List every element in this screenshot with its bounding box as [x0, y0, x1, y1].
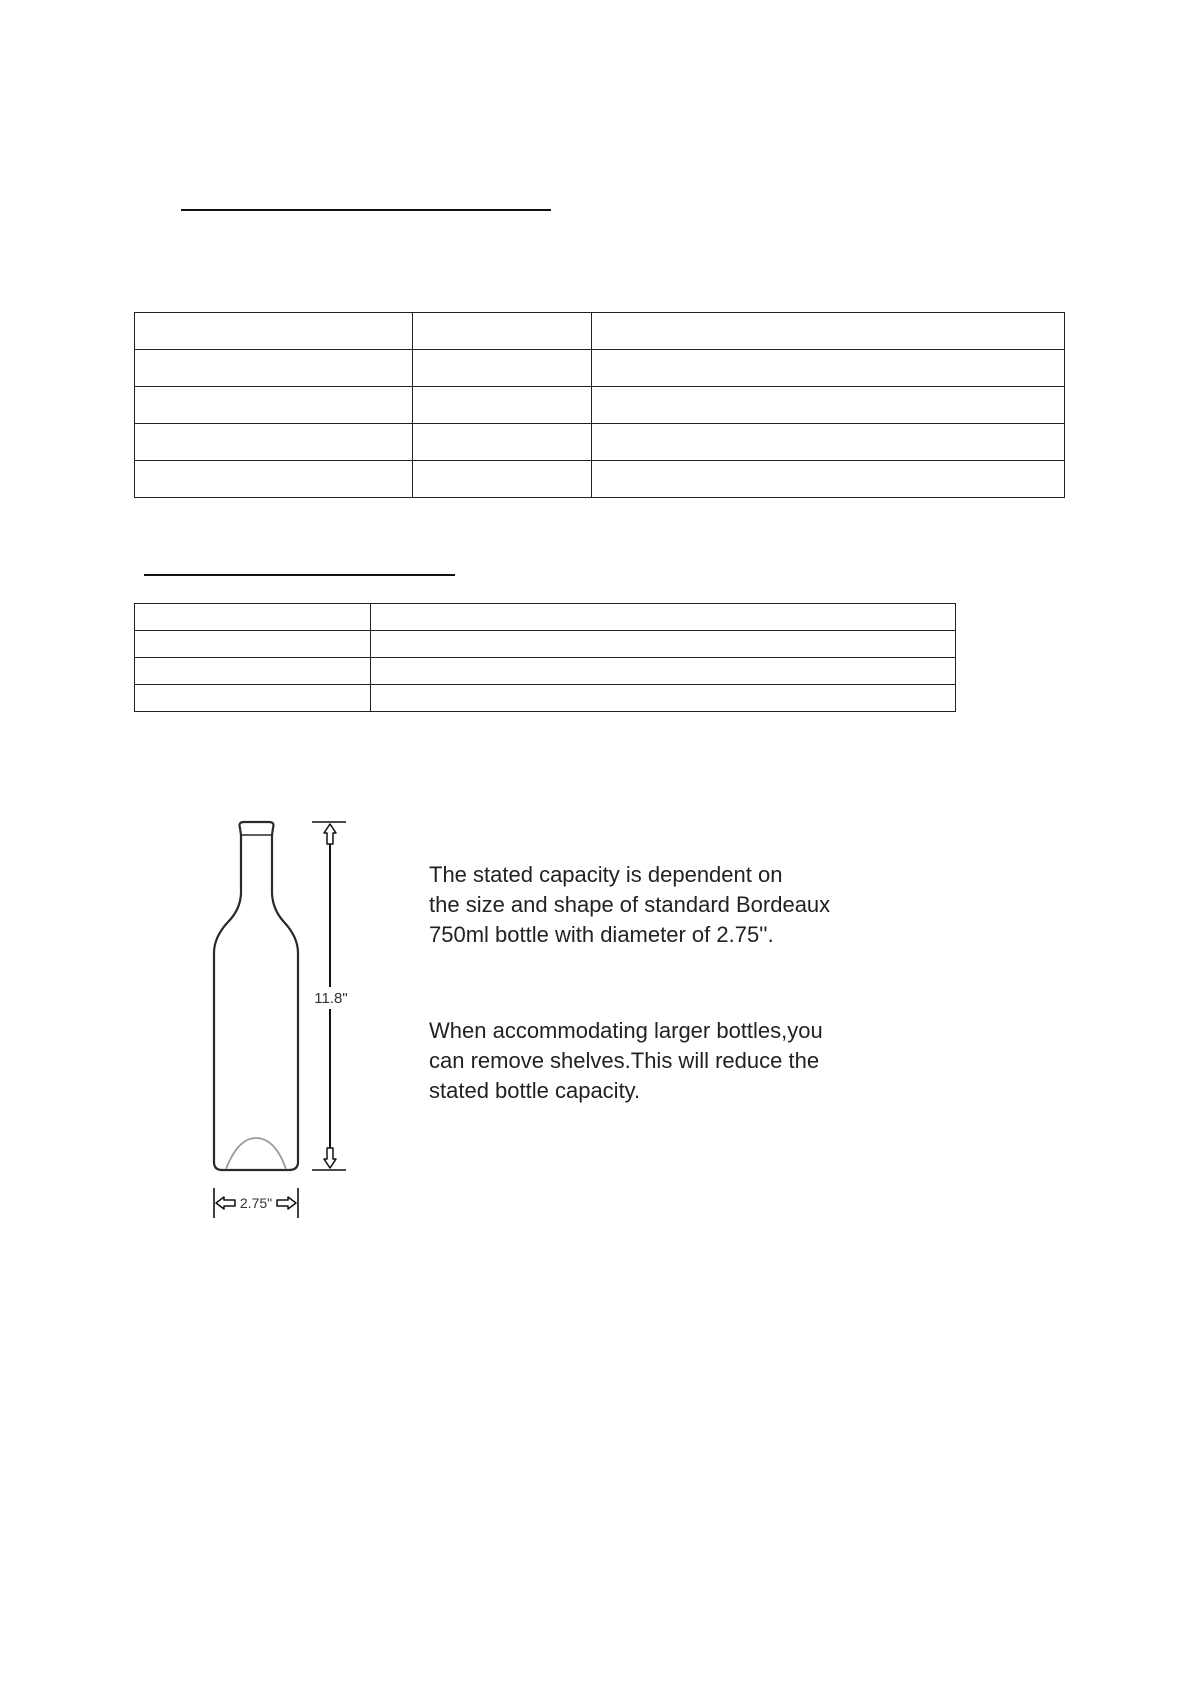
- table-cell: [371, 604, 956, 631]
- details-table: [134, 603, 956, 712]
- table-cell: [413, 313, 592, 350]
- table-row: [135, 631, 956, 658]
- table-row: [135, 604, 956, 631]
- bottle-dimension-figure: [200, 815, 380, 1225]
- table-cell: [371, 631, 956, 658]
- arrow-left-icon: [216, 1197, 235, 1209]
- table-cell: [413, 387, 592, 424]
- table-row: [135, 350, 1065, 387]
- larger-bottles-note-line: stated bottle capacity.: [429, 1078, 641, 1103]
- table-cell: [592, 350, 1065, 387]
- table-cell: [135, 387, 413, 424]
- table-cell: [135, 313, 413, 350]
- arrow-up-icon: [324, 824, 336, 844]
- table-cell: [135, 658, 371, 685]
- table-cell: [135, 424, 413, 461]
- table-row: [135, 313, 1065, 350]
- larger-bottles-note-line: When accommodating larger bottles,you: [429, 1018, 823, 1043]
- table-cell: [135, 685, 371, 712]
- bottle-punt: [226, 1138, 286, 1169]
- table-cell: [592, 424, 1065, 461]
- capacity-note-line: The stated capacity is dependent on: [429, 862, 783, 887]
- capacity-note-line: the size and shape of standard Bordeaux: [429, 892, 831, 917]
- table-row: [135, 461, 1065, 498]
- table-cell: [371, 685, 956, 712]
- arrow-right-icon: [277, 1197, 296, 1209]
- larger-bottles-note: [429, 1016, 899, 1106]
- table-cell: [413, 424, 592, 461]
- larger-bottles-note-line: can remove shelves.This will reduce the: [429, 1048, 820, 1073]
- table-cell: [135, 604, 371, 631]
- table-cell: [592, 387, 1065, 424]
- table-row: [135, 424, 1065, 461]
- arrow-down-icon: [324, 1148, 336, 1168]
- table-row: [135, 685, 956, 712]
- table-row: [135, 387, 1065, 424]
- section2-heading-underline: [144, 574, 455, 576]
- table-cell: [135, 461, 413, 498]
- height-label: 11.8": [314, 990, 348, 1007]
- table-cell: [135, 631, 371, 658]
- capacity-note-line: 750ml bottle with diameter of 2.75''.: [429, 922, 774, 947]
- bottle-outline: [214, 822, 298, 1170]
- table-cell: [135, 350, 413, 387]
- table-row: [135, 658, 956, 685]
- capacity-note: [429, 860, 899, 950]
- table-cell: [592, 313, 1065, 350]
- table-cell: [413, 350, 592, 387]
- specifications-table: [134, 312, 1065, 498]
- table-cell: [413, 461, 592, 498]
- diameter-label: 2.75": [239, 1195, 273, 1211]
- table-cell: [592, 461, 1065, 498]
- section1-heading-underline: [181, 209, 551, 211]
- table-cell: [371, 658, 956, 685]
